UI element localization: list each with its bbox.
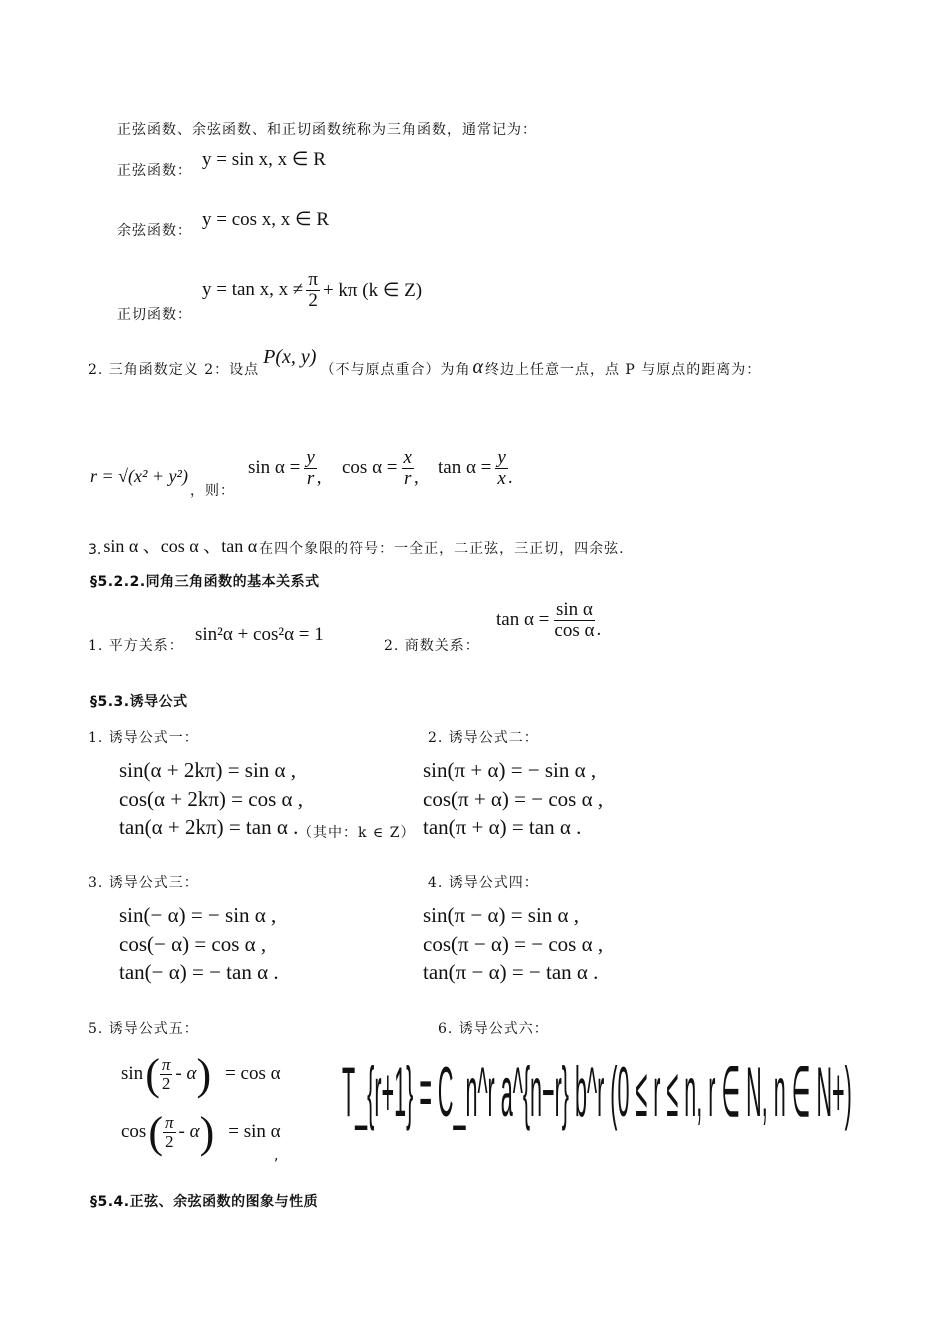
induction-2-line: tan(π + α) = tan α . [423,815,582,839]
induction-1-formulas [119,756,303,842]
induction-6-label: 6. 诱导公式六： [438,1021,549,1037]
tan-def-fraction [495,448,507,489]
induction-3-formulas [119,901,279,987]
induction-1-label: 1. 诱导公式一： [88,730,199,746]
sin-def-fraction [304,448,316,489]
induction-3-line: tan(− α) = − tan α . [119,960,279,984]
induction-1-line: sin(α + 2kπ) = sin α , [119,758,297,782]
section-5-4-heading: §5.4.正弦、余弦函数的图象与性质 [90,1194,319,1210]
cos-def-numerator: x [403,447,412,468]
section-5-3-heading: §5.3.诱导公式 [90,694,188,710]
item3-number: 3. [88,542,102,558]
induction-6-formula-image [342,1052,852,1152]
def2-alpha: α [472,356,483,378]
section-5-2-2-heading: §5.2.2.同角三角函数的基本关系式 [90,574,320,590]
tan-label: 正切函数： [117,307,192,323]
tan-definition: tan α = $\frac{y}{x}$ . [438,447,513,489]
r-formula: r = √(x² + y²) [90,466,188,486]
quotient-formula: tan α = $\frac{\text{sin α}}{\text{cos α}}$ . [496,599,602,641]
tan-frac-denominator: 2 [308,289,318,311]
tan-def-numerator: y [497,447,506,468]
ind5-frac-denominator: 2 [161,1073,171,1093]
sin-function-formula: y = sin x, x ∈ R [202,149,326,170]
ind5-line1-fraction [160,1056,173,1093]
ind5-line2-rhs: = sin α [228,1121,281,1142]
induction-3-line: cos(− α) = cos α , [119,931,267,956]
sin-label: 正弦函数： [117,163,192,179]
ind5-frac-denominator: 2 [165,1131,174,1151]
def2-prefix: 2. 三角函数定义 2：设点 [88,362,260,378]
tan-pi-over-2 [306,270,320,311]
tan-def-denominator: x [497,467,506,489]
ind5-comma: , [274,1148,279,1164]
ind5-line1-rhs: = cos α [225,1063,281,1084]
cos-function-formula: y = cos x, x ∈ R [202,209,330,230]
sin-def-denominator: r [306,467,315,489]
quotient-numerator: sin α [555,599,593,620]
ind5-frac-numerator: π [161,1054,171,1074]
induction-4-formulas [423,901,603,987]
induction-5-line-1: sin ( $\frac{\pi}{2}$ - α ) = cos α [121,1049,281,1099]
def2-point: P(x, y) [263,346,317,368]
def2-suffix-b: 终边上任意一点，点 P 与原点的距离为： [484,362,762,378]
induction-2-line: sin(π + α) = − sin α , [423,758,597,782]
induction-2-label: 2. 诱导公式二： [428,730,539,746]
sin-def-lhs: sin α = [248,457,301,479]
ind5-line1-minus-alpha: - α [175,1063,197,1084]
quotient-lhs: tan α = [496,609,550,631]
sin-definition: sin α = $\frac{y}{r}$ , [248,447,322,489]
ind5-line2-fraction [163,1114,176,1151]
sin-def-numerator: y [306,447,315,468]
cos-definition: cos α = $\frac{x}{r}$ , [342,447,419,489]
induction-5-line-2: cos ( $\frac{\pi}{2}$ - α ) = sin α [121,1107,281,1157]
induction-4-line: cos(π − α) = − cos α , [423,931,604,956]
cos-label: 余弦函数： [117,223,192,239]
ind5-line2-function: cos [121,1121,147,1142]
tan-formula-left: y = tan x, x ≠ [202,279,304,301]
induction-4-line: sin(π − α) = sin α , [423,903,580,927]
induction-3-line: sin(− α) = − sin α , [119,903,277,927]
quotient-denominator: cos α [554,619,595,641]
induction-5-label: 5. 诱导公式五： [88,1021,199,1037]
induction-2-formulas [423,756,603,842]
definition-2 [88,346,762,381]
quotient-label: 2. 商数关系： [384,638,480,654]
ind5-frac-numerator: π [164,1112,174,1132]
cos-def-denominator: r [404,467,412,489]
induction-2-line: cos(π + α) = − cos α , [423,786,604,811]
cos-def-fraction [402,448,414,489]
tan-formula-right: + kπ (k ∈ Z) [322,279,423,301]
induction-3-label: 3. 诱导公式三： [88,875,199,891]
def2-suffix-a: （不与原点重合）为角 [320,362,471,378]
tan-def-lhs: tan α = [438,457,492,479]
tan-function-formula [202,270,422,311]
ind5-line1-function: sin [121,1063,144,1084]
ind5-line2-minus-alpha: - α [178,1121,200,1142]
induction-6-formula: T_{r+1} = C_n^r a^{n−r} b^r (0 ≤ r ≤ n, r ∈ N, n ∈ N+) [342,1052,852,1132]
induction-4-line: tan(π − α) = − tan α . [423,960,599,984]
then-label: ，则： [190,483,235,499]
item3-functions: sin α 、cos α 、tan α [103,536,258,556]
induction-4-label: 4. 诱导公式四： [428,875,539,891]
quotient-fraction [552,600,596,641]
intro-text: 正弦函数、余弦函数、和正切函数统称为三角函数，通常记为： [117,122,537,138]
induction-1-note: （其中：k ∈ Z） [298,825,416,841]
item-3 [88,532,625,558]
induction-1-line: cos(α + 2kπ) = cos α , [119,786,304,811]
square-label: 1. 平方关系： [88,638,184,654]
tan-frac-numerator: π [308,269,318,290]
square-formula: sin²α + cos²α = 1 [195,624,324,645]
cos-def-lhs: cos α = [342,457,398,479]
induction-1-line: tan(α + 2kπ) = tan α . [119,815,299,839]
item3-text: 在四个象限的符号：一全正，二正弦，三正切，四余弦. [259,541,625,557]
